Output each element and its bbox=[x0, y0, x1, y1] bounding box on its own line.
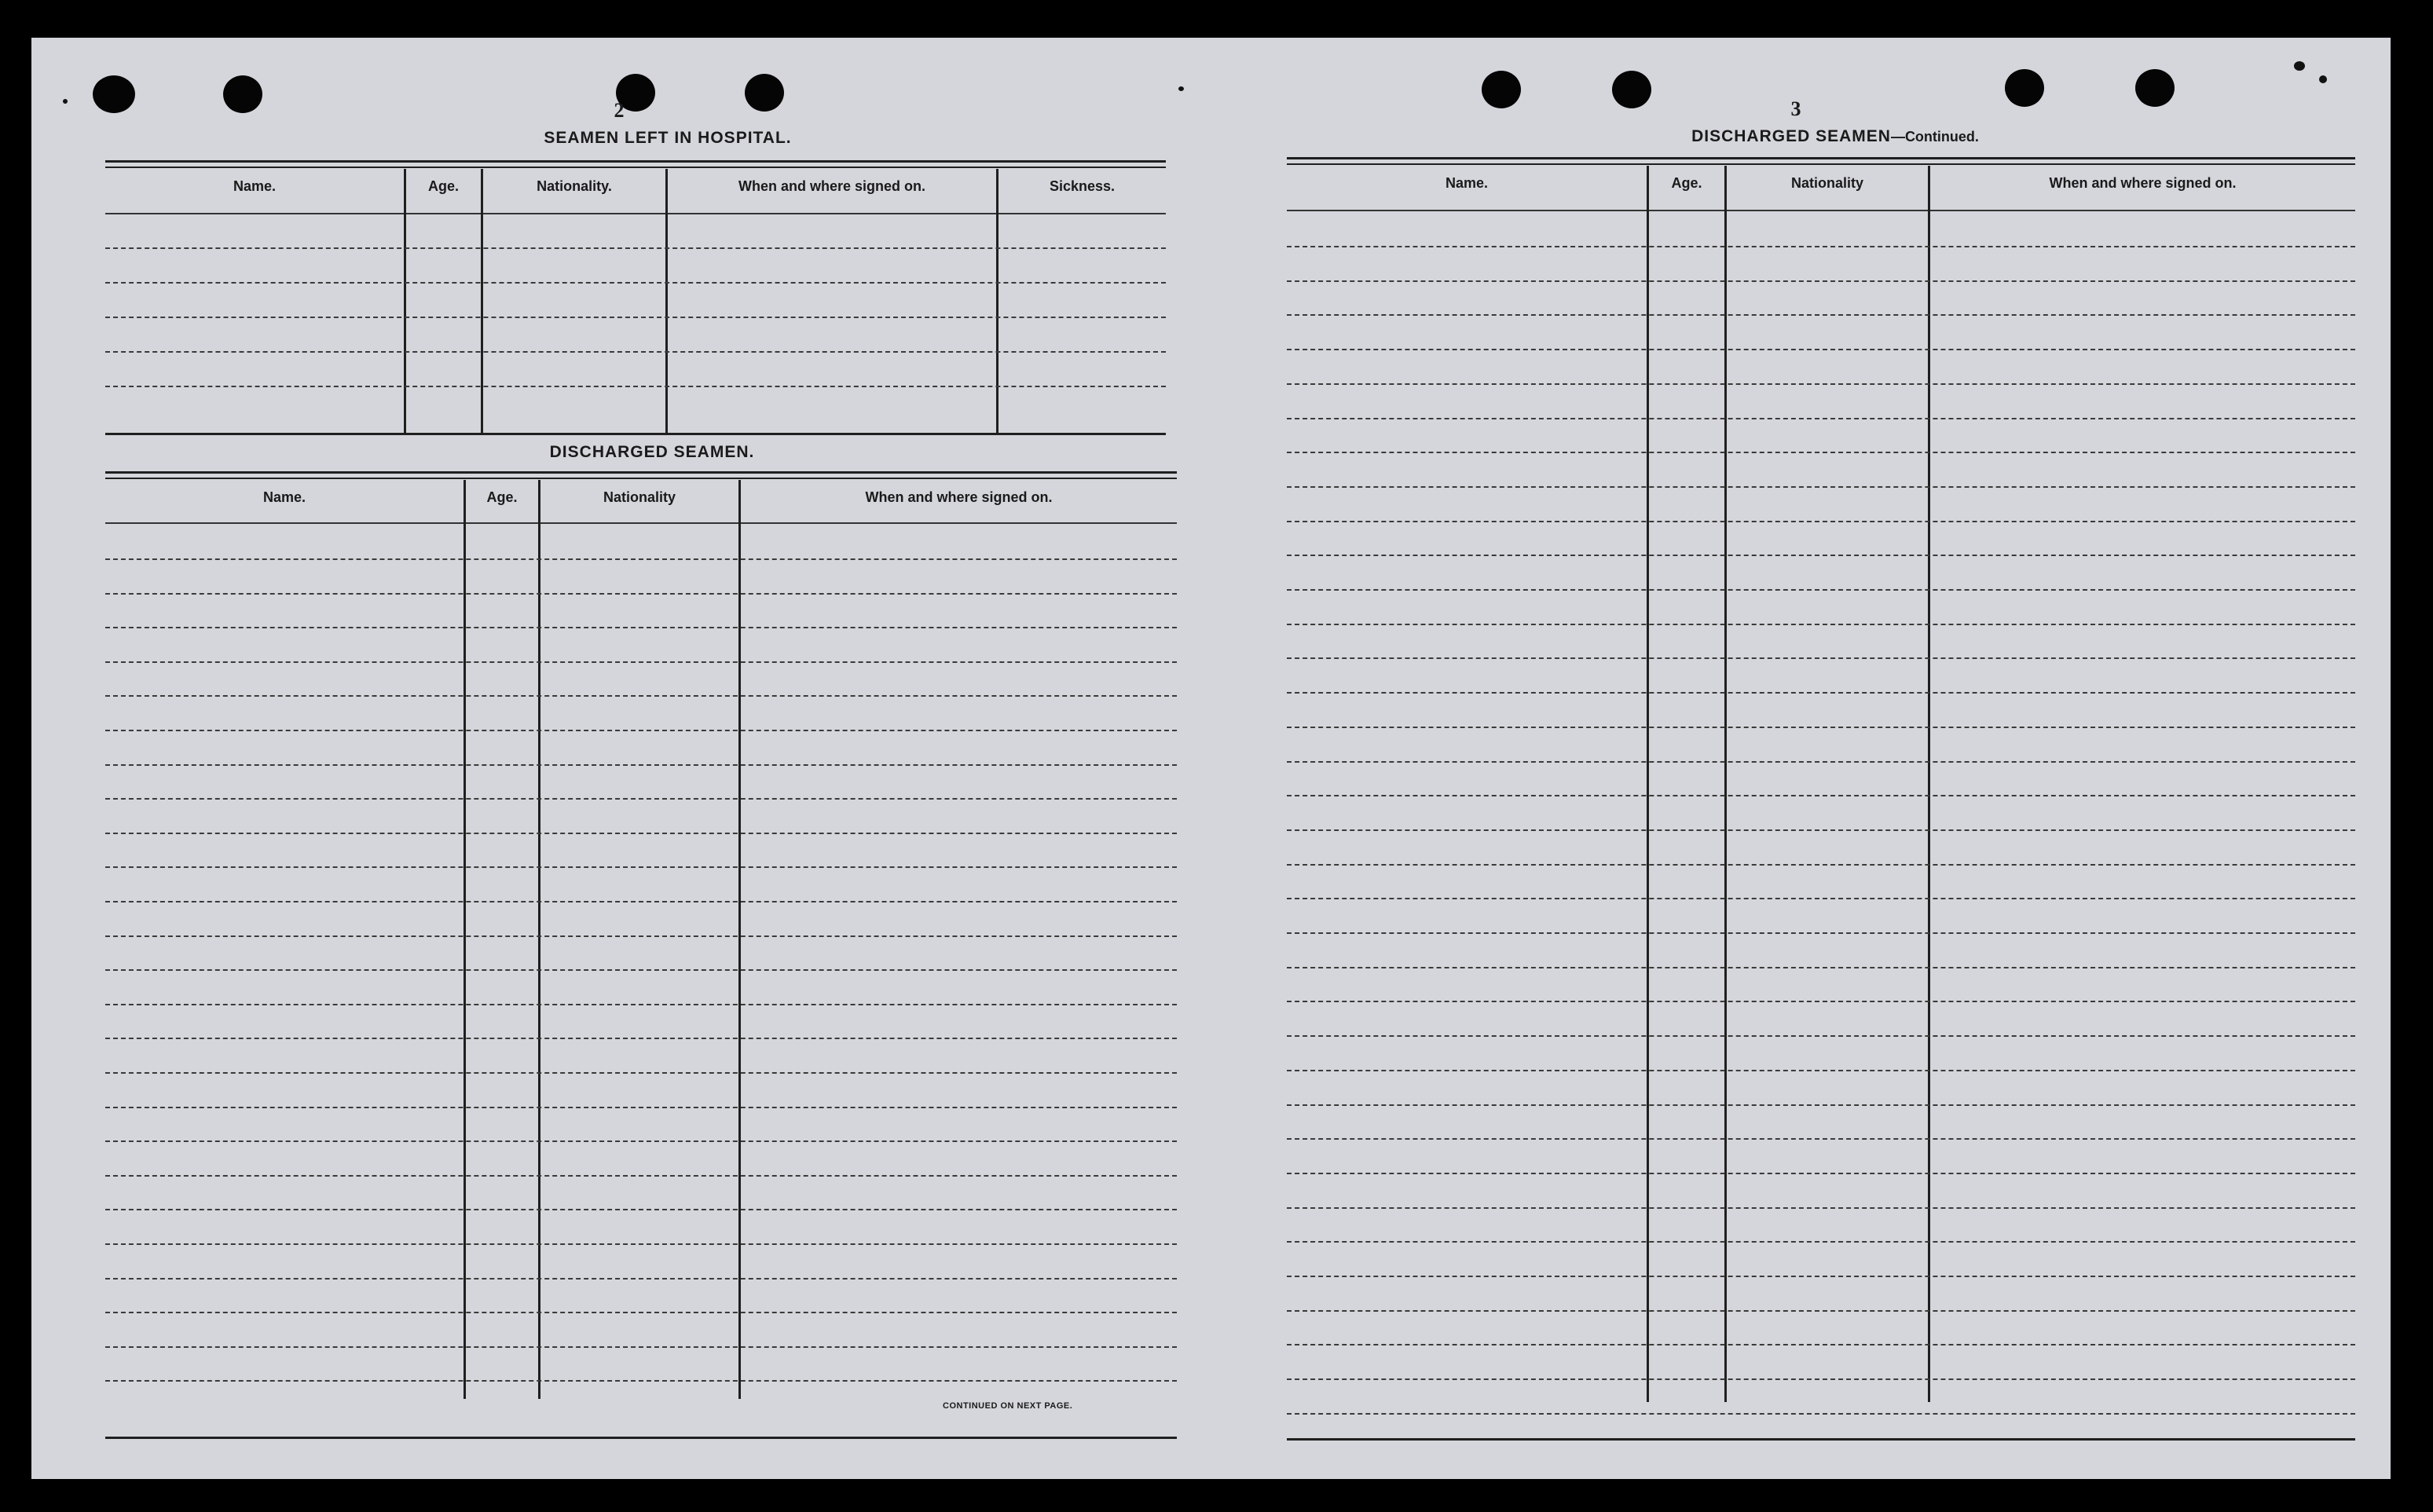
column-header-sickness: Sickness. bbox=[1049, 178, 1116, 194]
blank-entry-line bbox=[1287, 349, 2355, 350]
discharged-continued-title-suffix: —Continued. bbox=[1890, 129, 1979, 145]
column-divider bbox=[464, 480, 466, 1399]
blank-entry-line bbox=[105, 1346, 1177, 1348]
punch-hole-icon bbox=[2135, 69, 2175, 107]
blank-entry-line bbox=[105, 1107, 1177, 1108]
column-header-signed-on: When and where signed on. bbox=[2049, 175, 2237, 191]
table-bottom-rule bbox=[1287, 1438, 2355, 1441]
blank-entry-line bbox=[1287, 452, 2355, 453]
column-header-nationality: Nationality. bbox=[537, 178, 612, 194]
ink-speck bbox=[2294, 61, 2305, 71]
blank-entry-line bbox=[105, 1175, 1177, 1177]
column-header-name: Name. bbox=[233, 178, 277, 194]
column-header-nationality: Nationality bbox=[1790, 175, 1863, 191]
blank-entry-line bbox=[1287, 1378, 2355, 1380]
blank-entry-line bbox=[1287, 555, 2355, 556]
blank-entry-line bbox=[105, 1312, 1177, 1313]
column-header-age: Age. bbox=[486, 489, 518, 505]
blank-entry-line bbox=[1287, 1276, 2355, 1277]
blank-entry-line bbox=[1287, 829, 2355, 831]
punch-hole-icon bbox=[2005, 69, 2044, 107]
column-divider bbox=[1647, 166, 1649, 1402]
blank-entry-line bbox=[105, 386, 1166, 387]
blank-entry-line bbox=[105, 1380, 1177, 1382]
blank-entry-line bbox=[1287, 864, 2355, 866]
blank-entry-line bbox=[105, 833, 1177, 834]
table-bottom-rule bbox=[105, 1437, 1177, 1439]
discharged-continued-title-main: DISCHARGED SEAMEN bbox=[1691, 127, 1891, 145]
blank-entry-line bbox=[1287, 1070, 2355, 1071]
discharged-continued-title bbox=[1599, 127, 2071, 146]
punch-hole-icon bbox=[223, 75, 262, 113]
discharged-section-title: DISCHARGED SEAMEN. bbox=[549, 443, 755, 461]
blank-entry-line bbox=[1287, 280, 2355, 282]
hospital-table bbox=[105, 160, 1166, 437]
blank-entry-line bbox=[1287, 589, 2355, 591]
discharged-table bbox=[105, 471, 1177, 1441]
blank-entry-line bbox=[1287, 761, 2355, 763]
blank-entry-line bbox=[1287, 1138, 2355, 1140]
blank-entry-line bbox=[1287, 1001, 2355, 1002]
blank-entry-line bbox=[1287, 1104, 2355, 1106]
blank-entry-line bbox=[105, 1243, 1177, 1245]
column-header-name: Name. bbox=[262, 489, 306, 505]
blank-entry-line bbox=[1287, 967, 2355, 968]
blank-entry-line bbox=[1287, 418, 2355, 419]
blank-entry-line bbox=[105, 351, 1166, 353]
column-header-nationality: Nationality bbox=[603, 489, 676, 505]
blank-entry-line bbox=[105, 1278, 1177, 1280]
column-header-name: Name. bbox=[1445, 175, 1489, 191]
blank-entry-line bbox=[105, 695, 1177, 697]
blank-entry-line bbox=[1287, 624, 2355, 625]
column-divider bbox=[996, 169, 998, 433]
blank-entry-line bbox=[105, 593, 1177, 595]
blank-entry-line bbox=[1287, 383, 2355, 385]
hospital-section-title: SEAMEN LEFT IN HOSPITAL. bbox=[544, 129, 792, 147]
column-header-signed-on: When and where signed on. bbox=[738, 178, 926, 194]
blank-entry-line bbox=[105, 558, 1177, 560]
column-divider bbox=[1928, 166, 1930, 1402]
column-divider bbox=[665, 169, 668, 433]
blank-entry-line bbox=[1287, 795, 2355, 796]
blank-entry-line bbox=[105, 730, 1177, 731]
column-divider bbox=[538, 480, 540, 1399]
blank-entry-line bbox=[105, 661, 1177, 663]
blank-entry-line bbox=[1287, 692, 2355, 694]
blank-entry-line bbox=[1287, 246, 2355, 247]
blank-entry-line bbox=[1287, 521, 2355, 522]
blank-entry-line bbox=[105, 764, 1177, 766]
blank-entry-line bbox=[105, 1140, 1177, 1142]
blank-entry-line bbox=[105, 901, 1177, 902]
column-divider bbox=[481, 169, 483, 433]
header-rule bbox=[1287, 210, 2355, 211]
blank-entry-line bbox=[1287, 932, 2355, 934]
blank-entry-line bbox=[105, 866, 1177, 868]
blank-entry-line bbox=[1287, 1344, 2355, 1345]
blank-entry-line bbox=[1287, 657, 2355, 659]
ink-speck bbox=[1178, 86, 1184, 91]
blank-entry-line bbox=[105, 247, 1166, 249]
blank-entry-line bbox=[105, 627, 1177, 628]
blank-entry-line bbox=[1287, 1241, 2355, 1243]
column-divider bbox=[1724, 166, 1727, 1402]
punch-hole-icon bbox=[1482, 71, 1521, 108]
continued-footer-note: CONTINUED ON NEXT PAGE. bbox=[943, 1401, 1073, 1411]
ink-speck bbox=[63, 99, 68, 104]
ink-speck bbox=[2319, 75, 2327, 83]
blank-entry-line bbox=[105, 1072, 1177, 1074]
blank-entry-line bbox=[1287, 1310, 2355, 1312]
blank-entry-line bbox=[1287, 1413, 2355, 1415]
column-header-signed-on: When and where signed on. bbox=[865, 489, 1053, 505]
column-header-age: Age. bbox=[1671, 175, 1702, 191]
column-header-age: Age. bbox=[427, 178, 459, 194]
blank-entry-line bbox=[105, 282, 1166, 284]
blank-entry-line bbox=[105, 969, 1177, 971]
blank-entry-line bbox=[1287, 898, 2355, 899]
column-divider bbox=[404, 169, 406, 433]
page-number-right: 3 bbox=[1790, 97, 1801, 120]
discharged-continued-table bbox=[1287, 157, 2355, 1441]
blank-entry-line bbox=[1287, 727, 2355, 728]
punch-hole-icon bbox=[93, 75, 135, 113]
blank-entry-line bbox=[105, 935, 1177, 937]
blank-entry-line bbox=[1287, 1035, 2355, 1037]
header-rule bbox=[105, 213, 1166, 214]
blank-entry-line bbox=[1287, 1207, 2355, 1209]
blank-entry-line bbox=[105, 1004, 1177, 1005]
blank-entry-line bbox=[1287, 314, 2355, 316]
blank-entry-line bbox=[105, 1038, 1177, 1039]
blank-entry-line bbox=[105, 1209, 1177, 1210]
blank-entry-line bbox=[1287, 1173, 2355, 1174]
header-rule bbox=[105, 522, 1177, 524]
column-divider bbox=[738, 480, 741, 1399]
punch-hole-icon bbox=[1612, 71, 1651, 108]
page-number-left: 2 bbox=[614, 99, 625, 122]
ledger-sheet bbox=[31, 38, 2391, 1479]
blank-entry-line bbox=[105, 317, 1166, 318]
table-bottom-rule bbox=[105, 433, 1166, 435]
blank-entry-line bbox=[105, 798, 1177, 800]
punch-hole-icon bbox=[745, 74, 784, 112]
blank-entry-line bbox=[1287, 486, 2355, 488]
